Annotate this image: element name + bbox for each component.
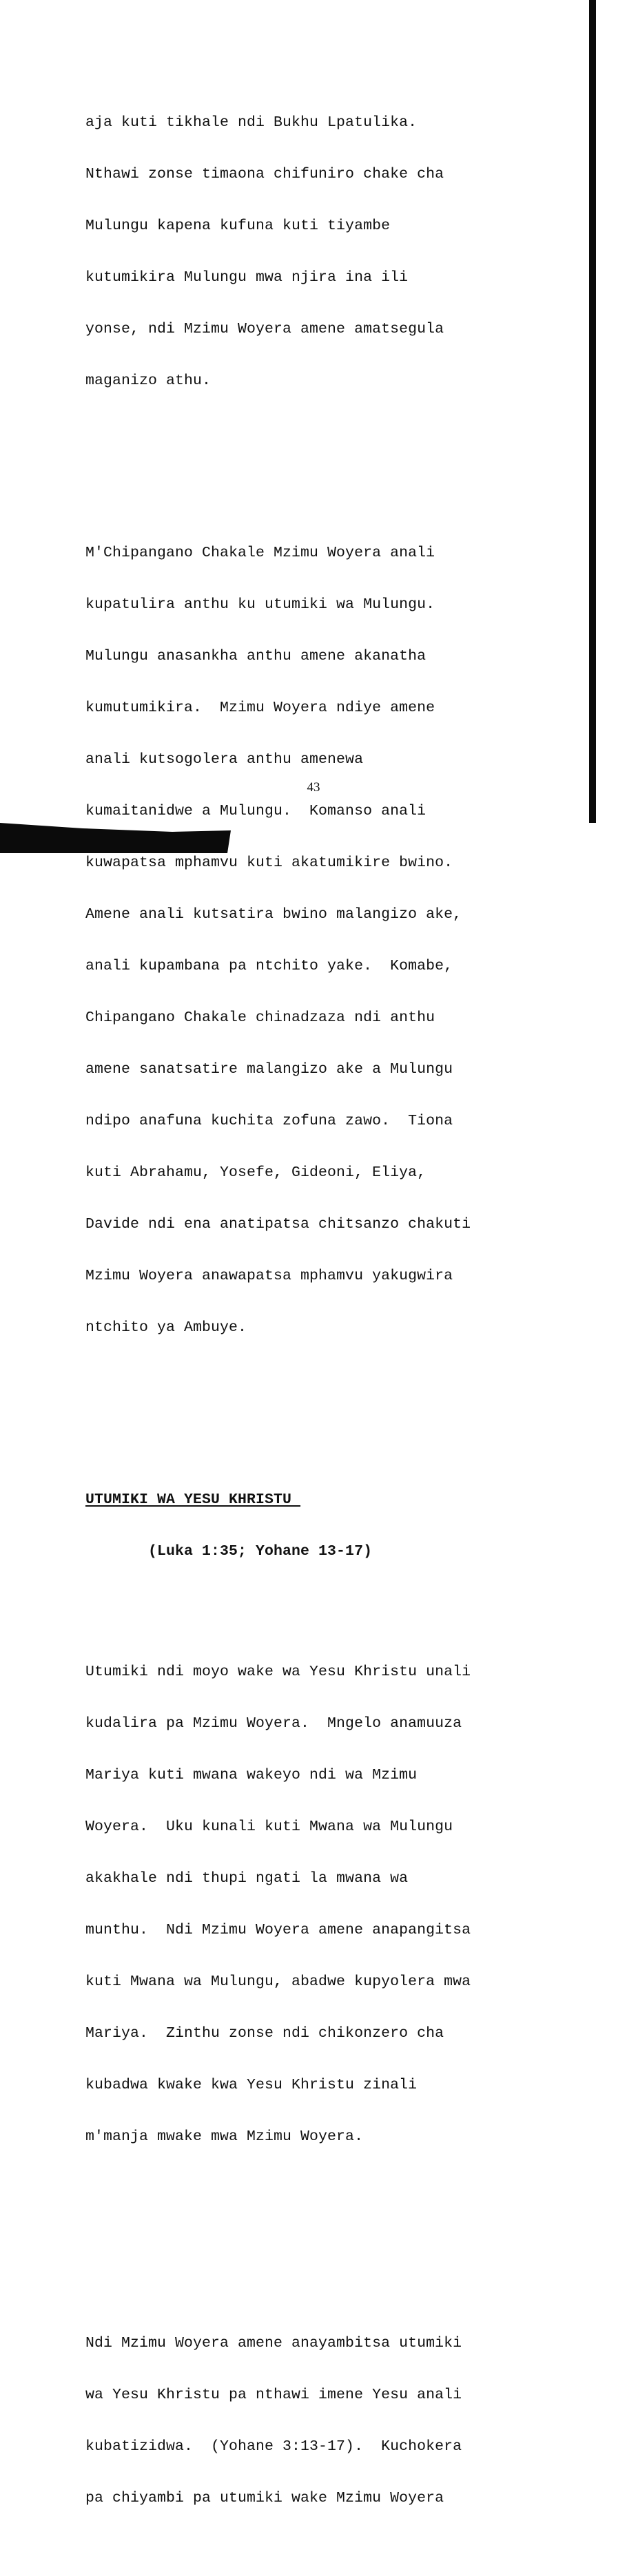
text-line: anali kupambana pa ntchito yake. Komabe,: [85, 958, 453, 974]
text-line: yonse, ndi Mzimu Woyera amene amatsegula: [85, 321, 444, 337]
section-heading: [85, 1457, 554, 1595]
text-line: kumaitanidwe a Mulungu. Komanso anali: [85, 803, 426, 819]
text-line: kuti Mwana wa Mulungu, abadwe kupyolera mwa: [85, 1973, 471, 1990]
text-line: kuwapatsa mphamvu kuti akatumikire bwino.: [85, 855, 453, 871]
text-line: kumutumikira. Mzimu Woyera ndiye amene: [85, 700, 435, 716]
text-line: Nthawi zonse timaona chifuniro chake cha: [85, 166, 444, 182]
text-line: kupatulira anthu ku utumiki wa Mulungu.: [85, 596, 435, 613]
text-line: M'Chipangano Chakale Mzimu Woyera anali: [85, 545, 435, 561]
text-line: maganizo athu.: [85, 373, 212, 389]
paragraph-3: [85, 1629, 554, 2214]
scan-edge-bottom: [0, 0, 601, 853]
text-line: kubatizidwa. (Yohane 3:13-17). Kuchokera: [85, 2438, 462, 2455]
text-line: pa chiyambi pa utumiki wake Mzimu Woyera: [85, 2490, 444, 2506]
text-line: m'manja mwake mwa Mzimu Woyera.: [85, 2128, 364, 2145]
section-title: UTUMIKI WA YESU KHRISTU: [85, 1491, 301, 1508]
text-line: kuti Abrahamu, Yosefe, Gideoni, Eliya,: [85, 1164, 426, 1181]
text-line: amene sanatsatire malangizo ake a Mulungu: [85, 1061, 453, 1078]
text-line: Chipangano Chakale chinadzaza ndi anthu: [85, 1009, 435, 1026]
paragraph-4: [85, 2301, 554, 2542]
text-line: Mulungu kapena kufuna kuti tiyambe: [85, 218, 391, 234]
text-line: wa Yesu Khristu pa nthawi imene Yesu anali: [85, 2387, 462, 2403]
text-line: Mariya. Zinthu zonse ndi chikonzero cha: [85, 2025, 444, 2042]
text-line: Woyera. Uku kunali kuti Mwana wa Mulungu: [85, 1819, 453, 1835]
text-line: akakhale ndi thupi ngati la mwana wa: [85, 1870, 409, 1887]
text-line: kubadwa kwake kwa Yesu Khristu zinali: [85, 2077, 418, 2093]
text-line: anali kutsogolera anthu amenewa: [85, 751, 364, 768]
text-line: aja kuti tikhale ndi Bukhu Lpatulika.: [85, 114, 418, 131]
text-line: Davide ndi ena anatipatsa chitsanzo chakuti: [85, 1216, 471, 1233]
text-line: Mariya kuti mwana wakeyo ndi wa Mzimu: [85, 1767, 418, 1783]
page-number: 43: [307, 780, 320, 795]
text-line: Mzimu Woyera anawapatsa mphamvu yakugwira: [85, 1268, 453, 1284]
text-line: ndipo anafuna kuchita zofuna zawo. Tiona: [85, 1113, 453, 1129]
text-line: munthu. Ndi Mzimu Woyera amene anapangitsa: [85, 1922, 471, 1938]
text-line: ntchito ya Ambuye.: [85, 1319, 247, 1336]
text-line: Mulungu anasankha anthu amene akanatha: [85, 648, 426, 664]
text-line: kudalira pa Mzimu Woyera. Mngelo anamuuza: [85, 1715, 462, 1732]
section-reference: (Luka 1:35; Yohane 13-17): [85, 1543, 373, 1560]
text-line: kutumikira Mulungu mwa njira ina ili: [85, 269, 409, 286]
text-line: Utumiki ndi moyo wake wa Yesu Khristu unali: [85, 1664, 471, 1680]
text-line: Ndi Mzimu Woyera amene anayambitsa utumiki: [85, 2335, 462, 2352]
text-line: Amene anali kutsatira bwino malangizo ake,: [85, 906, 462, 923]
